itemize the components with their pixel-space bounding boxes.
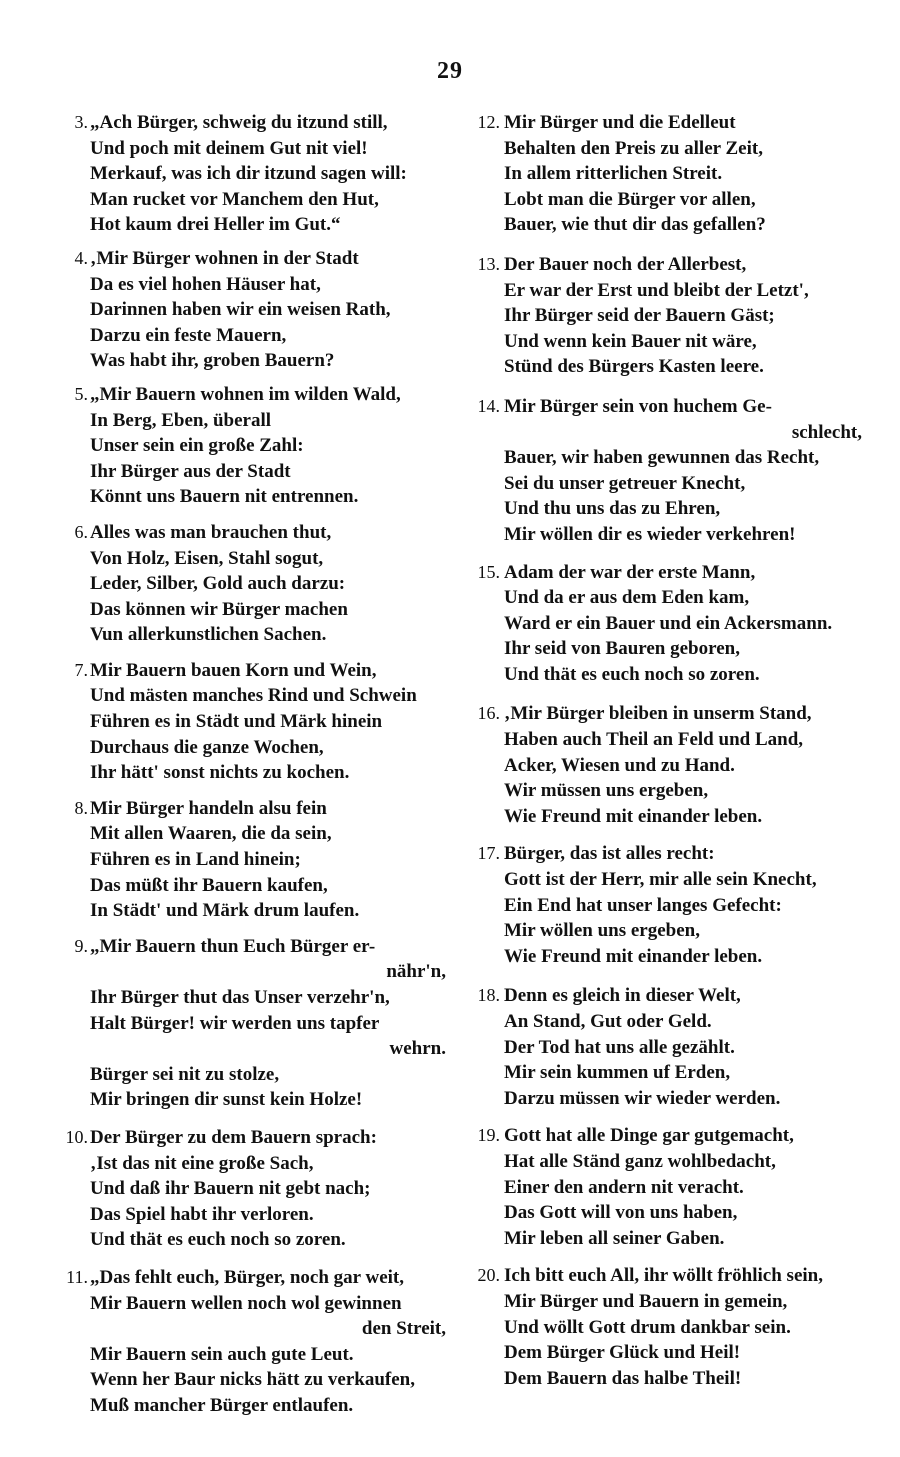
verse-line: Und poch mit deinem Gut nit viel!: [90, 137, 368, 159]
verse-line: Das können wir Bürger machen: [90, 598, 348, 620]
verse-line: Mir Bürger sein von huchem Ge-: [504, 395, 772, 417]
verse-line: ‚Ist das nit eine große Sach,: [90, 1152, 314, 1174]
verse-line: Bauer, wir haben gewunnen das Recht,: [504, 447, 820, 469]
verse-line: Das Gott will von uns haben,: [504, 1202, 738, 1224]
verse-line: „Ach Bürger, schweig du itzund still,: [90, 112, 388, 133]
verse-line: Durchaus die ganze Wochen,: [90, 736, 324, 758]
stanza-15: [466, 560, 866, 688]
verse-line: In allem ritterlichen Streit.: [504, 163, 723, 185]
verse-line: wehrn.: [389, 1038, 446, 1060]
stanza-4: [60, 246, 450, 374]
stanza-7: [60, 658, 450, 786]
stanza-number: 7.: [74, 659, 88, 680]
stanza-11: [60, 1265, 450, 1419]
verse-line: Lobt man die Bürger vor allen,: [504, 188, 756, 210]
verse-line: ‚Mir Bürger bleiben in unserm Stand,: [504, 703, 812, 725]
stanza-3: [60, 110, 450, 238]
verse-line: Führen es in Land hinein;: [90, 849, 301, 871]
verse-line: Ihr Bürger seid der Bauern Gäst;: [504, 305, 775, 327]
verse-line: Ich bitt euch All, ihr wöllt fröhlich sein,: [504, 1265, 823, 1287]
stanza-number: 10.: [65, 1126, 88, 1147]
verse-line: Einer den andern nit veracht.: [504, 1176, 744, 1198]
verse-line: „Mir Bauern wohnen im wilden Wald,: [90, 383, 401, 405]
verse-line: Da es viel hohen Häuser hat,: [90, 273, 321, 295]
verse-line: Wie Freund mit einander leben.: [504, 805, 763, 827]
verse-line: Bürger, das ist alles recht:: [504, 843, 715, 865]
verse-line: Ihr Bürger thut das Unser verzehr'n,: [90, 987, 390, 1008]
verse-line: „Mir Bauern thun Euch Bürger er-: [90, 935, 376, 957]
verse-line: Alles was man brauchen thut,: [90, 521, 332, 543]
stanza-17: [466, 841, 866, 969]
verse-line: Unser sein ein große Zahl:: [90, 435, 304, 457]
verse-line: Bauer, wie thut dir das gefallen?: [504, 214, 766, 236]
stanza-5: [60, 382, 450, 510]
stanza-6: [60, 520, 450, 648]
stanza-number: 17.: [477, 843, 500, 864]
verse-line: Und thät es euch noch so zoren.: [90, 1229, 346, 1251]
verse-line: Und daß ihr Bauern nit gebt nach;: [90, 1178, 371, 1200]
stanza-number: 5.: [74, 383, 88, 404]
verse-line: Behalten den Preis zu aller Zeit,: [504, 137, 763, 159]
verse-line: Wie Freund mit einander leben.: [504, 945, 763, 967]
stanza-number: 11.: [66, 1266, 88, 1287]
stanza-number: 8.: [74, 797, 88, 818]
verse-line: Was habt ihr, groben Bauern?: [90, 350, 335, 372]
verse-line: Führen es in Städt und Märk hinein: [90, 711, 383, 733]
verse-line: Ihr hätt' sonst nichts zu kochen.: [90, 762, 350, 784]
verse-line: Halt Bürger! wir werden uns tapfer: [90, 1012, 380, 1034]
stanza-number: 9.: [74, 935, 88, 956]
verse-line: Das Spiel habt ihr verloren.: [90, 1203, 314, 1225]
stanza-20: [466, 1263, 866, 1391]
stanza-number: 3.: [74, 112, 88, 132]
verse-line: Der Bürger zu dem Bauern sprach:: [90, 1126, 377, 1148]
verse-line: Gott hat alle Dinge gar gutgemacht,: [504, 1125, 794, 1147]
stanza-10: [60, 1125, 450, 1253]
stanza-12: [466, 110, 866, 238]
stanza-number: 4.: [74, 247, 88, 268]
verse-line: Der Tod hat uns alle gezählt.: [504, 1036, 735, 1058]
verse-line: Merkauf, was ich dir itzund sagen will:: [90, 163, 407, 185]
stanza-number: 16.: [477, 703, 500, 724]
verse-line: Mir Bürger und Bauern in gemein,: [504, 1290, 788, 1312]
stanza-8: [60, 796, 450, 924]
verse-line: Ihr Bürger aus der Stadt: [90, 460, 291, 482]
stanza-14: [466, 394, 866, 548]
verse-line: Wenn her Baur nicks hätt zu verkaufen,: [90, 1369, 415, 1391]
stanza-number: 13.: [477, 253, 500, 274]
verse-line: den Streit,: [361, 1318, 446, 1340]
stanza-13: [466, 252, 866, 380]
verse-line: Mir Bürger und die Edelleut: [504, 112, 736, 133]
verse-line: „Das fehlt euch, Bürger, noch gar weit,: [90, 1266, 405, 1288]
right-column: [466, 110, 866, 1391]
verse-line: In Städt' und Märk drum laufen.: [90, 900, 360, 922]
verse-line: Und wöllt Gott drum dankbar sein.: [504, 1316, 791, 1338]
verse-line: Und thu uns das zu Ehren,: [504, 498, 721, 520]
verse-line: Mir wöllen uns ergeben,: [504, 920, 700, 942]
stanza-19: [466, 1123, 866, 1251]
verse-line: Könnt uns Bauern nit entrennen.: [90, 486, 359, 508]
verse-line: Mir sein kummen uf Erden,: [504, 1062, 731, 1084]
verse-line: Dem Bürger Glück und Heil!: [504, 1342, 741, 1364]
verse-line: Mir wöllen dir es wieder verkehren!: [504, 523, 796, 545]
verse-line: Mir bringen dir sunst kein Holze!: [90, 1089, 363, 1111]
verse-line: ‚Mir Bürger wohnen in der Stadt: [90, 247, 359, 269]
verse-line: Das müßt ihr Bauern kaufen,: [90, 874, 328, 896]
verse-line: Mir leben all seiner Gaben.: [504, 1227, 725, 1249]
verse-line: Adam der war der erste Mann,: [504, 561, 756, 583]
verse-line: Mir Bauern wellen noch wol gewinnen: [90, 1292, 402, 1314]
verse-line: Mir Bürger handeln alsu fein: [90, 797, 327, 819]
stanza-number: 6.: [74, 521, 88, 542]
stanza-number: 15.: [477, 561, 500, 582]
verse-line: Hat alle Ständ ganz wohlbedacht,: [504, 1150, 776, 1172]
verse-line: Gott ist der Herr, mir alle sein Knecht,: [504, 869, 817, 891]
verse-line: Und thät es euch noch so zoren.: [504, 663, 760, 685]
verse-line: nähr'n,: [386, 961, 446, 983]
stanza-number: 18.: [477, 985, 500, 1006]
verse-line: Mit allen Waaren, die da sein,: [90, 823, 332, 845]
verse-line: Der Bauer noch der Allerbest,: [504, 253, 747, 275]
verse-line: Von Holz, Eisen, Stahl sogut,: [90, 547, 324, 569]
verse-line: Hot kaum drei Heller im Gut.“: [90, 214, 341, 236]
verse-line: Vun allerkunstlichen Sachen.: [90, 624, 327, 646]
verse-line: Muß mancher Bürger entlaufen.: [90, 1394, 354, 1416]
verse-line: Ihr seid von Bauren geboren,: [504, 638, 740, 660]
left-column: [60, 110, 450, 1419]
verse-line: Man rucket vor Manchem den Hut,: [90, 188, 379, 210]
verse-line: Und mästen manches Rind und Schwein: [90, 685, 417, 707]
stanza-9: [60, 934, 450, 1113]
stanza-number: 14.: [477, 395, 500, 416]
verse-line: Ward er ein Bauer und ein Ackersmann.: [504, 612, 833, 634]
stanza-number: 20.: [477, 1265, 500, 1286]
verse-line: Wir müssen uns ergeben,: [504, 780, 709, 802]
stanza-number: 12.: [477, 112, 500, 132]
verse-line: Mir Bauern sein auch gute Leut.: [90, 1343, 354, 1365]
page-number: 29: [437, 58, 463, 84]
verse-line: Denn es gleich in dieser Welt,: [504, 985, 741, 1007]
verse-line: Mir Bauern bauen Korn und Wein,: [90, 659, 377, 681]
verse-line: Haben auch Theil an Feld und Land,: [504, 729, 804, 751]
verse-line: Ein End hat unser langes Gefecht:: [504, 894, 782, 916]
verse-line: Dem Bauern das halbe Theil!: [504, 1367, 742, 1389]
verse-line: Und wenn kein Bauer nit wäre,: [504, 330, 757, 352]
verse-line: schlecht,: [791, 421, 862, 443]
stanza-18: [466, 983, 866, 1111]
verse-line: Darzu ein feste Mauern,: [90, 324, 287, 346]
verse-line: In Berg, Eben, überall: [90, 409, 272, 431]
stanza-number: 19.: [477, 1125, 500, 1146]
verse-line: Er war der Erst und bleibt der Letzt',: [504, 279, 809, 301]
verse-line: Sei du unser getreuer Knecht,: [504, 472, 746, 494]
verse-line: Bürger sei nit zu stolze,: [90, 1063, 280, 1085]
verse-line: Und da er aus dem Eden kam,: [504, 587, 750, 609]
verse-line: Acker, Wiesen und zu Hand.: [504, 754, 735, 776]
verse-line: Darinnen haben wir ein weisen Rath,: [90, 299, 391, 321]
verse-line: Stünd des Bürgers Kasten leere.: [504, 356, 764, 378]
verse-line: Leder, Silber, Gold auch darzu:: [90, 573, 346, 595]
verse-line: Darzu müssen wir wieder werden.: [504, 1087, 781, 1109]
stanza-16: [466, 701, 866, 829]
verse-line: An Stand, Gut oder Geld.: [504, 1011, 712, 1032]
